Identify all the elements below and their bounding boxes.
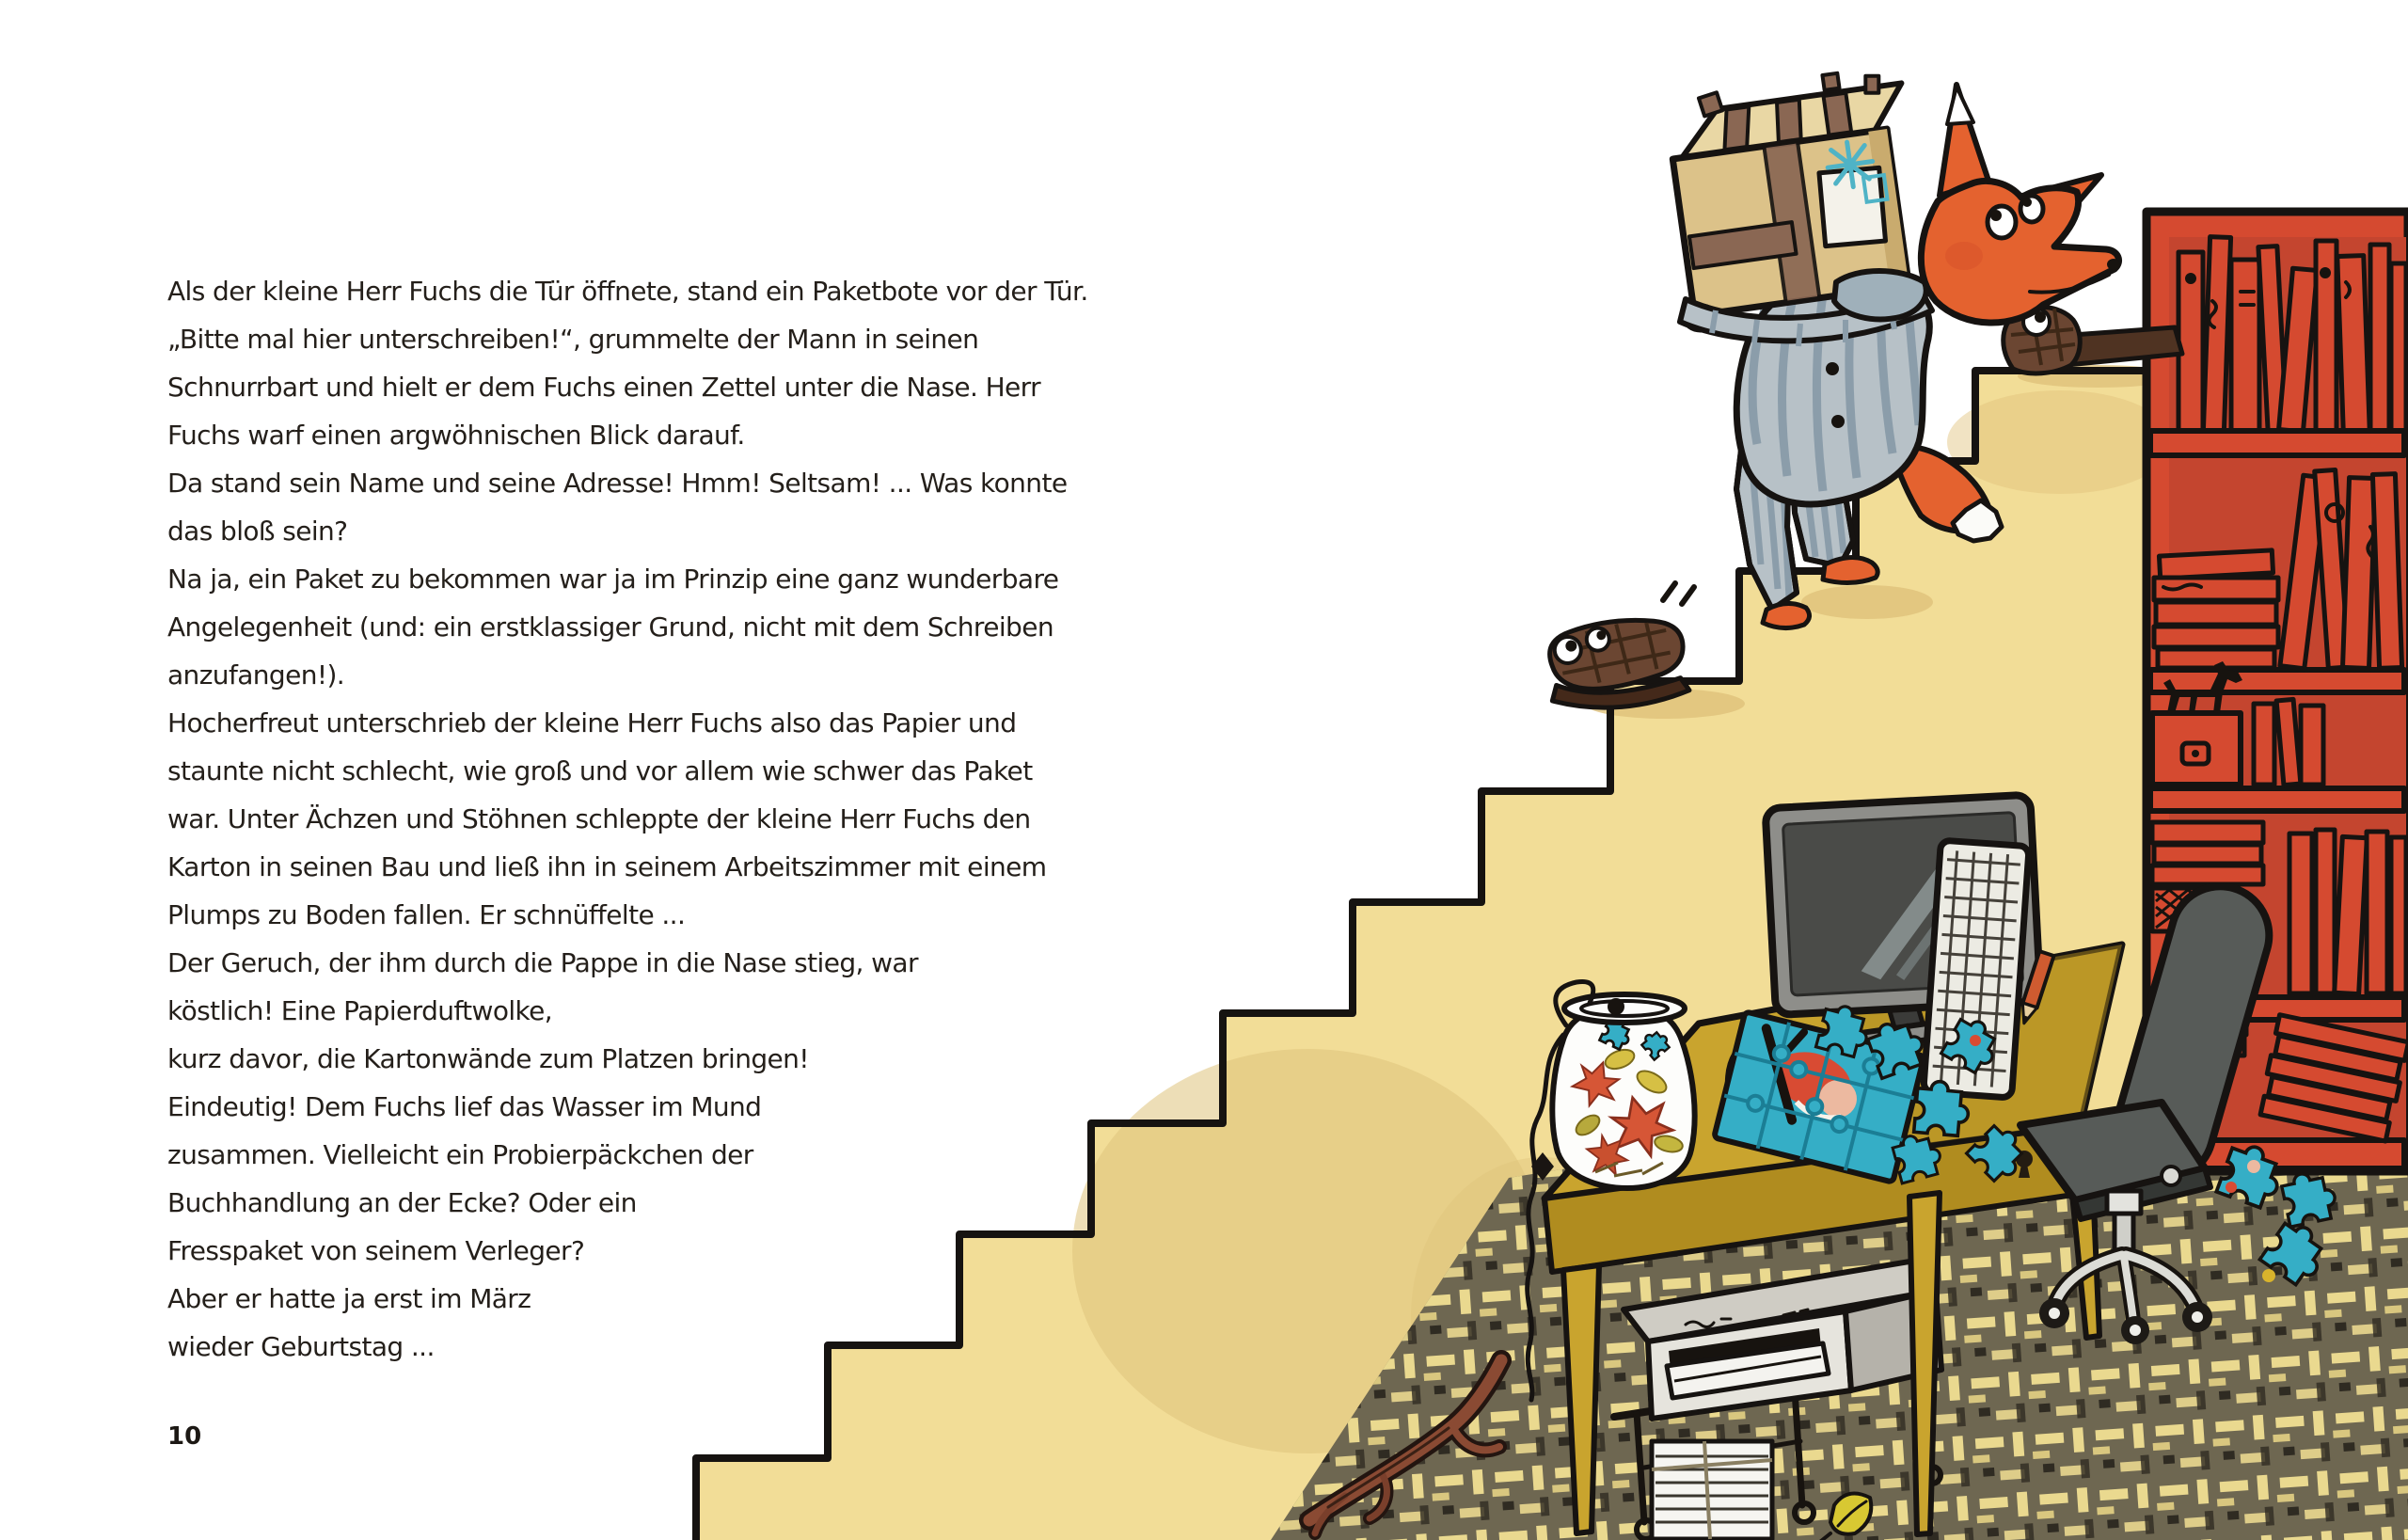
page-number: 10 xyxy=(167,1422,202,1451)
story-line: „Bitte mal hier unterschreiben!“, grummelte der Mann in seinen xyxy=(167,324,979,355)
story-line: köstlich! Eine Papierduftwolke, xyxy=(167,995,553,1026)
story-line: Angelegenheit (und: ein erstklassiger Grund, nicht mit dem Schreiben xyxy=(167,611,1054,643)
story-line: Der Geruch, der ihm durch die Pappe in die Nase stieg, war xyxy=(167,947,918,978)
fox-head xyxy=(1921,85,2120,323)
story-line: wieder Geburtstag ... xyxy=(167,1331,435,1362)
story-line: Fuchs warf einen argwöhnischen Blick darauf. xyxy=(167,420,745,451)
story-line: staunte nicht schlecht, wie groß und vor allem wie schwer das Paket xyxy=(167,755,1033,786)
story-line: Eindeutig! Dem Fuchs lief das Wasser im Mund xyxy=(167,1091,762,1122)
fox-ear-left-tip xyxy=(1947,87,1973,124)
fox-collar xyxy=(1834,271,1926,319)
story-line: anzufangen!). xyxy=(167,659,345,691)
story-line: Hocherfreut unterschrieb der kleine Herr Fuchs also das Papier und xyxy=(167,707,1017,738)
paper-stack xyxy=(1652,1441,1772,1539)
story-line: kurz davor, die Kartonwände zum Platzen bringen! xyxy=(167,1043,809,1074)
fox-cheek-blush xyxy=(1945,242,1983,270)
story-line: Schnurrbart und hielt er dem Fuchs einen Zettel unter die Nase. Herr xyxy=(167,372,1041,403)
story-line: Karton in seinen Bau und ließ ihn in seinem Arbeitszimmer mit einem xyxy=(167,851,1047,882)
story-line: Na ja, ein Paket zu bekommen war ja im Prinzip eine ganz wunderbare xyxy=(167,564,1059,595)
story-line: Da stand sein Name und seine Adresse! Hmm! Seltsam! ... Was konnte xyxy=(167,468,1068,499)
story-text xyxy=(167,267,1277,1371)
story-line: Plumps zu Boden fallen. Er schnüffelte ... xyxy=(167,899,686,930)
story-line: Aber er hatte ja erst im März xyxy=(167,1283,531,1314)
story-line: zusammen. Vielleicht ein Probierpäckchen der xyxy=(167,1139,753,1170)
story-line: das bloß sein? xyxy=(167,516,348,547)
story-line: Fresspaket von seinem Verleger? xyxy=(167,1235,585,1266)
story-line: war. Unter Ächzen und Stöhnen schleppte der kleine Herr Fuchs den xyxy=(167,803,1031,834)
fox-nose xyxy=(2107,259,2120,270)
lost-slipper xyxy=(1545,614,1690,714)
story-line: Als der kleine Herr Fuchs die Tür öffnete, stand ein Paketbote vor der Tür. xyxy=(167,276,1088,307)
motion-lines xyxy=(1663,583,1694,604)
story-line: Buchhandlung an der Ecke? Oder ein xyxy=(167,1187,637,1218)
fox-eye-left xyxy=(1988,206,2016,238)
red-storage-box xyxy=(2152,713,2241,785)
